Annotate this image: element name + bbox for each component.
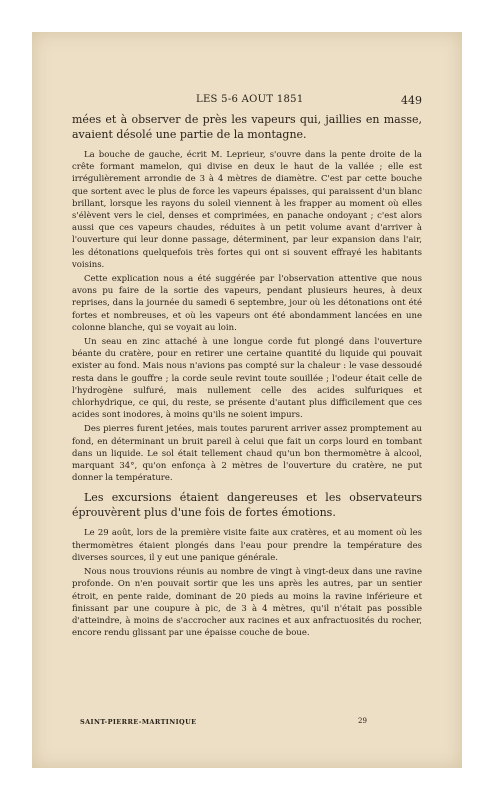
narrative-paragraph: Les excursions étaient dangereuses et les observateurs éprouvèrent plus d'une fois de fortes émotions. <box>72 491 422 520</box>
book-page <box>32 32 462 768</box>
quote-paragraph-3: Un seau en zinc attaché à une longue corde fut plongé dans l'ouverture béante du cratère, pour en retirer une certaine quantité du liquide qui pouvait exister au fond. Mais nous n'avions pas compté sur la chaleur : le vase dessoudé resta dans le gouffre ; la corde seule revint toute souillée ; l'odeur était celle de l'hydrogène sulfuré, mais nullement celle des acides sulfuriques et chlorhydrique, ce qui, du reste, se présente d'autant plus difficilement que ces acides sont inodores, à moins qu'ils ne soient impurs. <box>72 337 422 421</box>
quote-paragraph-1: La bouche de gauche, écrit M. Leprieur, s'ouvre dans la pente droite de la crête formant mamelon, qui divise en deux le haut de la vallée ; elle est irrégulièrement arrondie de 3 à 4 mètres de diamètre. C'est par cette bouche que sortent avec le plus de force les vapeurs épaisses, qui paraissent d'un blanc brillant, lorsque les rayons du soleil viennent à les frapper au moment où elles s'élèvent vers le ciel, denses et comprimées, en panache ondoyant ; c'est alors aussi que ces vapeurs chaudes, réduites à un petit volume avant d'arriver à l'ouverture qui leur donne passage, déterminent, par leur expansion dans l'air, les détonations quelquefois très fortes qui ont si souvent effrayé les habitants voisins. <box>72 150 422 270</box>
running-head: LES 5-6 AOUT 1851 <box>196 94 304 105</box>
quote-paragraph-4: Des pierres furent jetées, mais toutes parurent arriver assez promptement au fond, en déterminant un bruit pareil à celui que fait un corps lourd en tombant dans un liquide. Le sol était tellement chaud qu'un bon thermomètre à alcool, marquant 34°, qu'on enfonça à 2 mètres de l'ouverture du cratère, ne put donner la température. <box>72 424 422 484</box>
paragraph-continuation: mées et à observer de près les vapeurs qui, jaillies en masse, avaient désolé une partie de la montagne. <box>72 113 422 141</box>
quote-paragraph-5: Le 29 août, lors de la première visite faite aux cratères, et au moment où les thermomètres étaient plongés dans l'eau pour prendre la température des diverses sources, il y eut une panique générale. <box>72 528 422 563</box>
sheet-number: 29 <box>358 717 367 725</box>
signature-mark: SAINT-PIERRE-MARTINIQUE <box>80 718 197 726</box>
quote-paragraph-2: Cette explication nous a été suggérée par l'observation attentive que nous avons pu faire de la sortie des vapeurs, pendant plusieurs heures, à deux reprises, dans la journée du samedi 6 septembre, jour où les détonations ont été fortes et nombreuses, et où les vapeurs ont été abondamment lancées en une colonne blanche, qui se voyait au loin. <box>72 274 422 333</box>
page-header <box>72 94 422 108</box>
page-body <box>72 112 422 641</box>
page-number: 449 <box>401 94 422 107</box>
quote-paragraph-6: Nous nous trouvions réunis au nombre de vingt à vingt-deux dans une ravine profonde. On n'en pouvait sortir que les uns après les autres, par un sentier étroit, en pente raide, dominant de 20 pieds au moins la ravine inférieure et finissant par une coupure à pic, de 3 à 4 mètres, qu'il n'était pas possible d'atteindre, à moins de s'accrocher aux racines et aux anfractuosités du rocher, encore rendu glissant par une épaisse couche de boue. <box>72 567 422 639</box>
